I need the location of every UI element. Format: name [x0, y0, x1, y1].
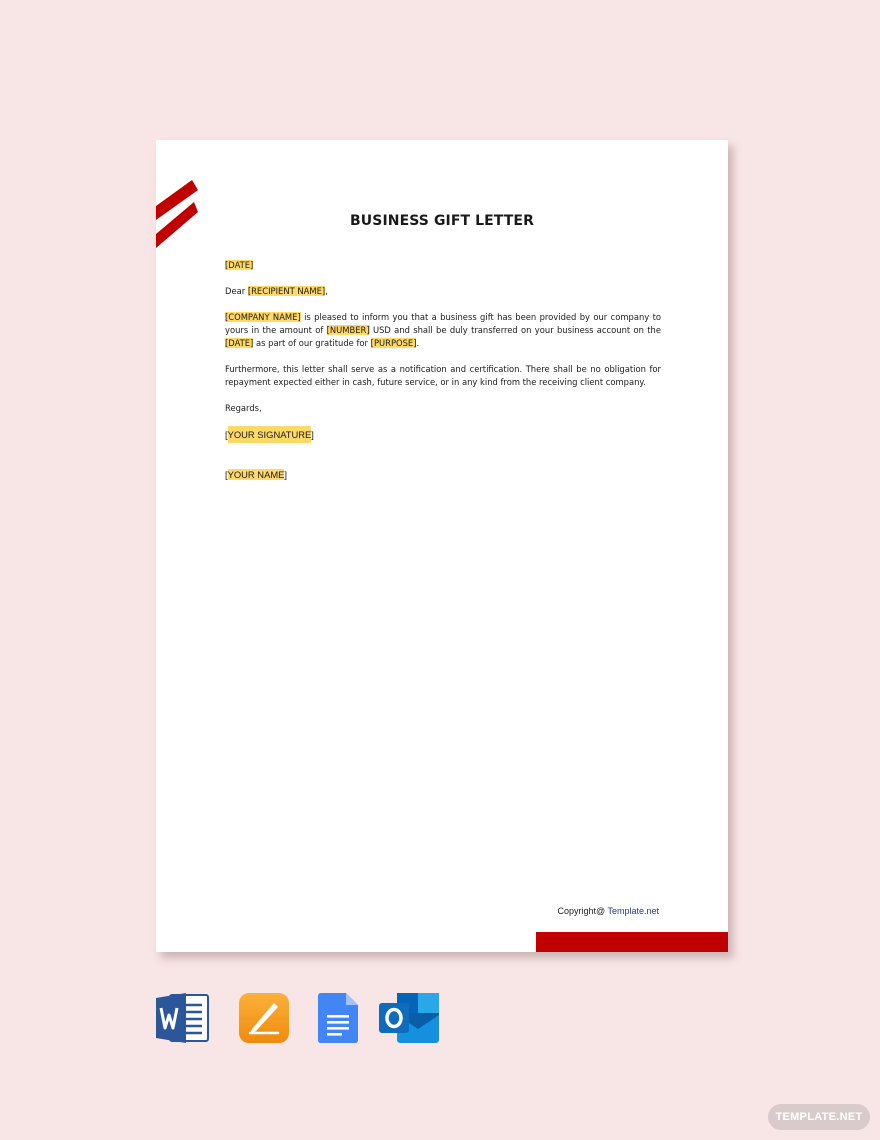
copyright-notice — [557, 906, 659, 916]
salutation-prefix: Dear — [225, 286, 248, 296]
copyright-label: Copyright@ — [557, 906, 608, 916]
apple-pages-icon[interactable] — [238, 993, 290, 1043]
paragraph-gift-details — [225, 311, 661, 350]
copyright-link[interactable]: Template.net — [607, 906, 659, 916]
signature-line — [225, 428, 661, 441]
paragraph-text: USD and shall be duly transferred on your business account on the — [369, 325, 661, 335]
paragraph-text: . — [416, 338, 420, 348]
closing: Regards, — [225, 403, 262, 413]
letter-title: BUSINESS GIFT LETTER — [350, 213, 534, 229]
date-placeholder-inline[interactable]: [DATE] — [225, 338, 254, 348]
microsoft-outlook-icon[interactable] — [379, 993, 439, 1043]
date-line — [225, 259, 661, 272]
name-placeholder[interactable]: YOUR NAME — [227, 469, 285, 480]
salutation-suffix: , — [325, 286, 328, 296]
letter-page — [156, 140, 728, 952]
microsoft-word-icon[interactable] — [156, 993, 210, 1043]
company-placeholder[interactable]: [COMPANY NAME] — [225, 312, 301, 322]
recipient-placeholder[interactable]: [RECIPIENT NAME] — [247, 286, 326, 296]
paragraph-text: as part of our gratitude for — [253, 338, 371, 348]
signature-placeholder[interactable]: YOUR SIGNATURE — [228, 426, 312, 443]
google-docs-icon[interactable] — [318, 993, 358, 1043]
date-placeholder[interactable]: [DATE] — [225, 260, 254, 270]
paragraph-text: is pleased to inform you that a business gift has been provided by our company to yours in the amount of — [225, 312, 661, 335]
name-line — [225, 468, 661, 481]
number-placeholder[interactable]: [NUMBER] — [326, 325, 370, 335]
bracket: ] — [284, 469, 287, 480]
bracket: ] — [311, 429, 314, 440]
letter-body — [225, 259, 661, 494]
footer-accent-bar — [536, 932, 728, 952]
salutation — [225, 285, 661, 298]
template-net-watermark: TEMPLATE.NET — [768, 1104, 870, 1130]
bracket: [ — [225, 429, 228, 440]
purpose-placeholder[interactable]: [PURPOSE] — [370, 338, 417, 348]
bracket: [ — [225, 469, 228, 480]
paragraph-no-obligation: Furthermore, this letter shall serve as a notification and certification. There shall be no obligation for repayment expected either in cash, future service, or in any kind from the receiving client company. — [225, 364, 661, 387]
